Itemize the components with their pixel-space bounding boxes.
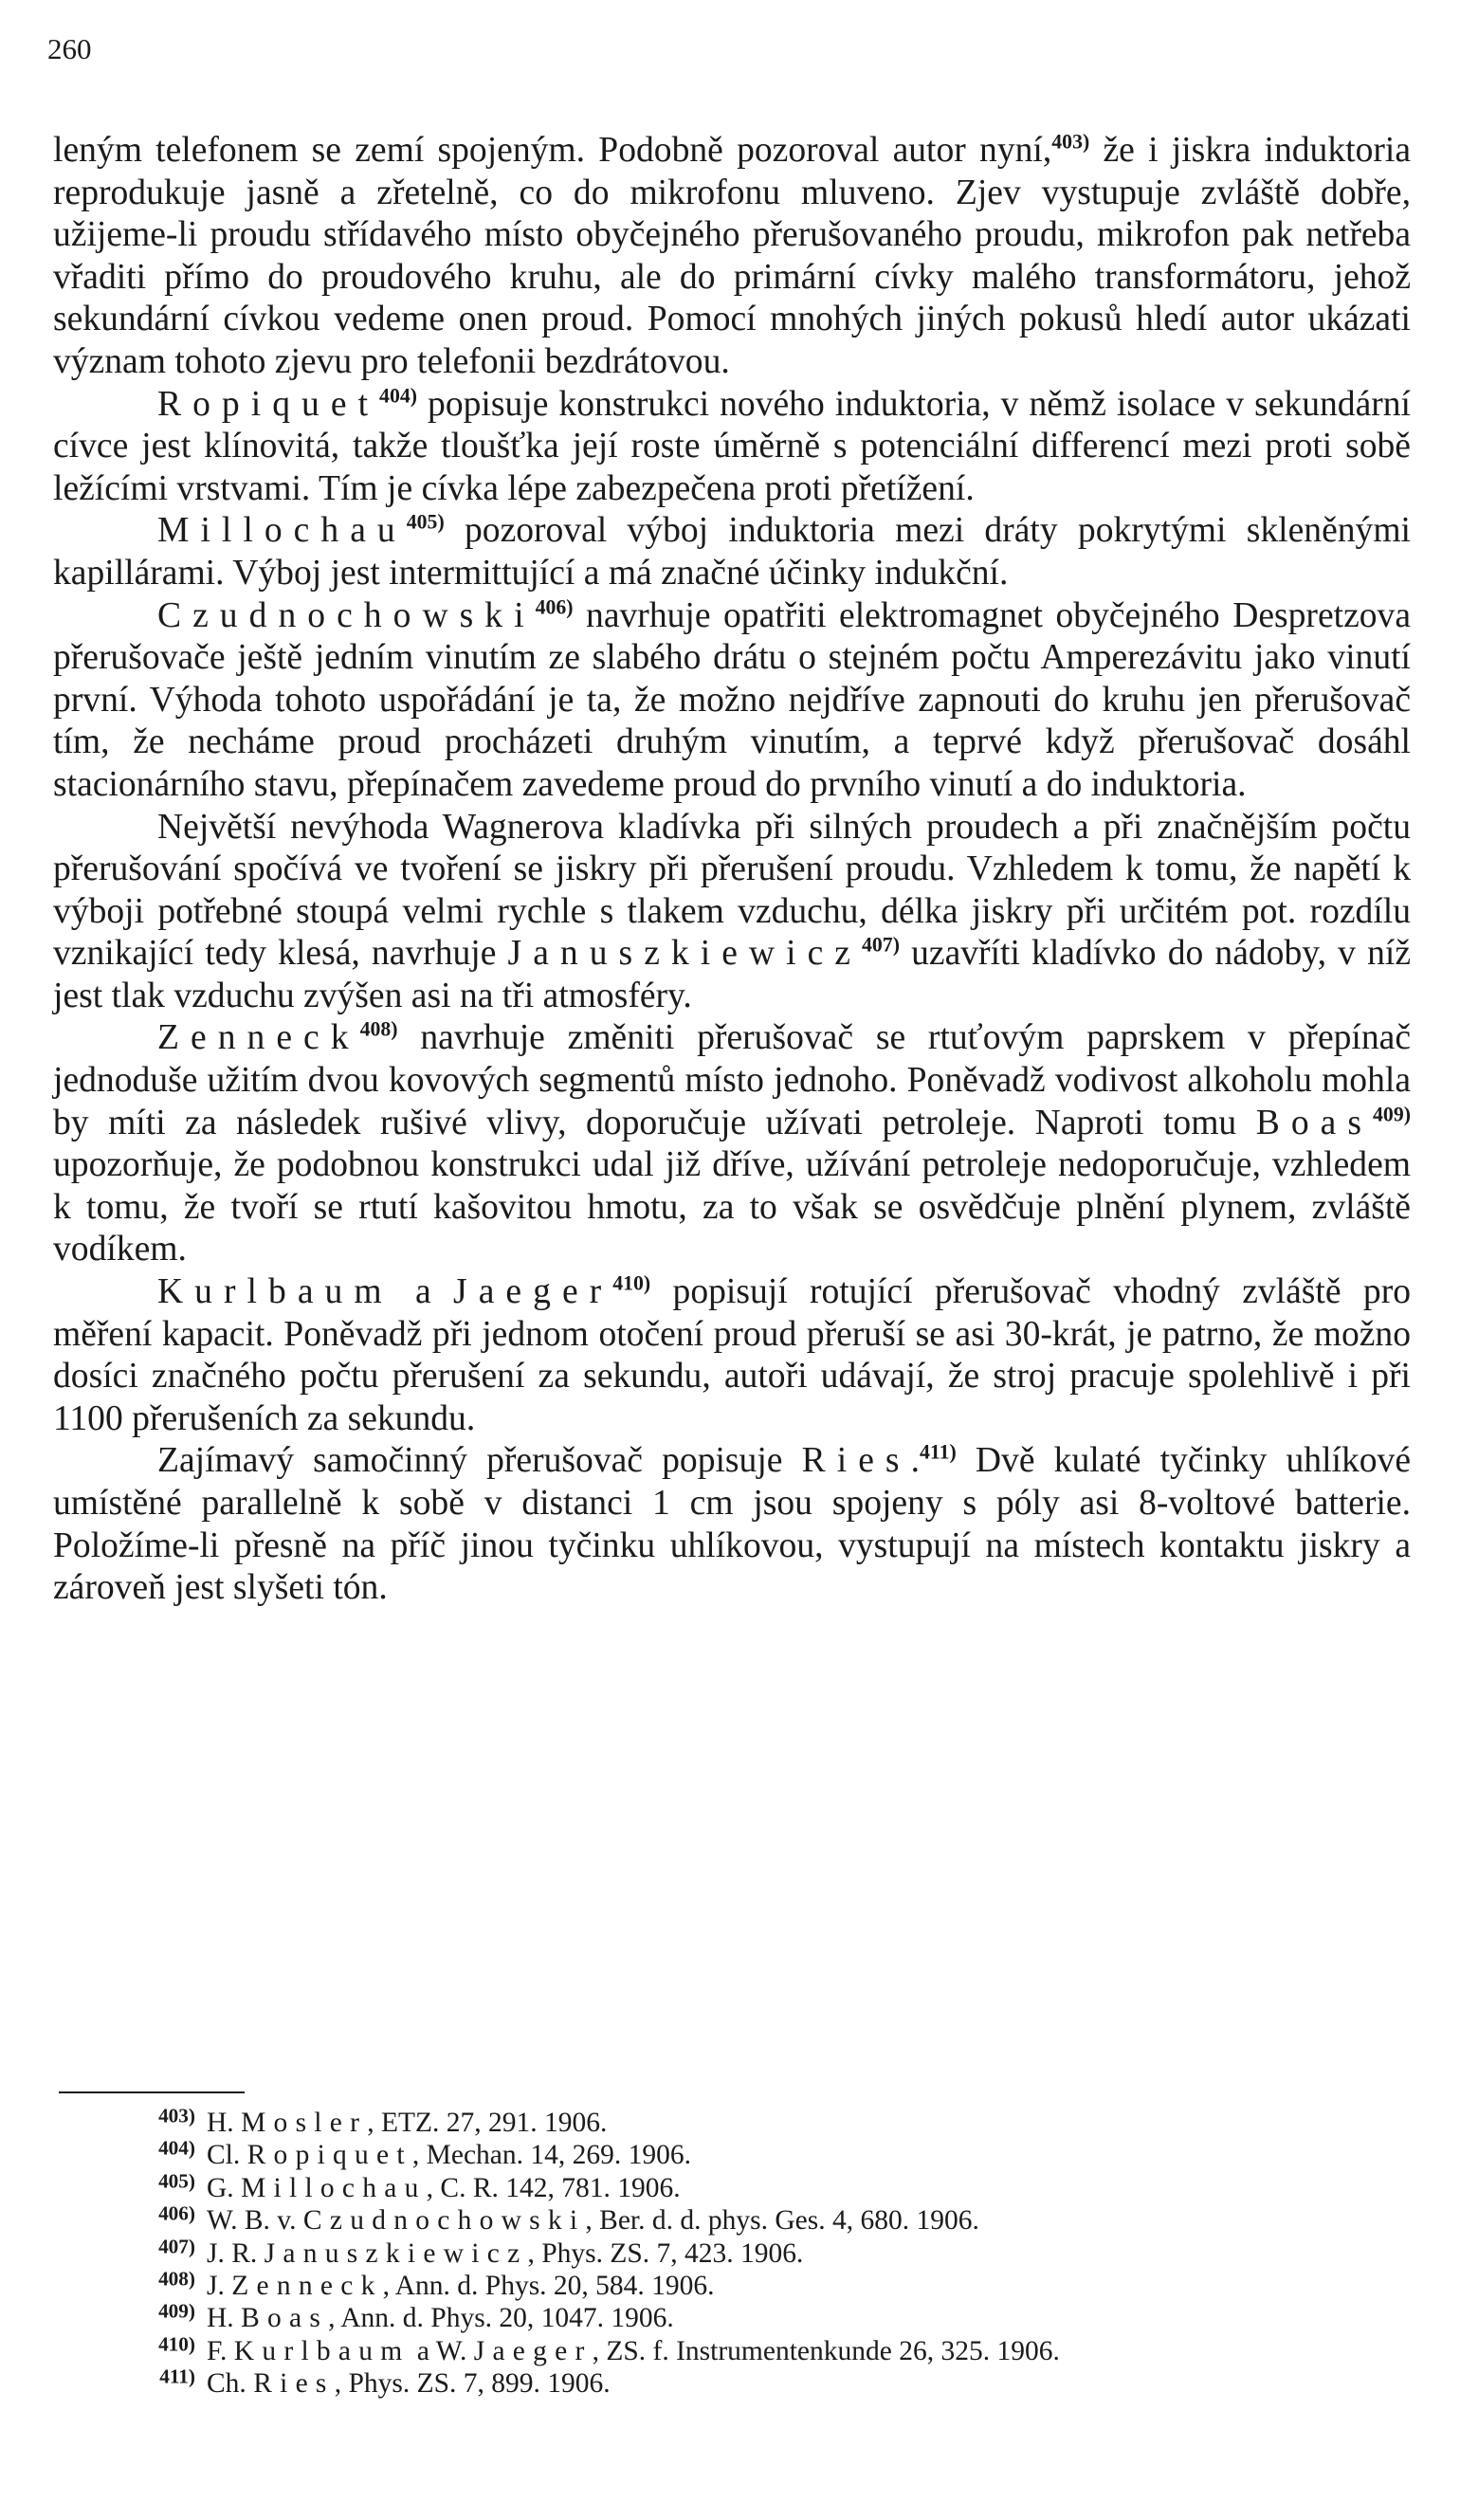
footnote-ref: 407) xyxy=(862,933,900,957)
text-run: Cl. xyxy=(207,2140,247,2171)
footnote-ref: 409) xyxy=(1373,1103,1411,1126)
footnote-number-wrap xyxy=(133,2332,195,2367)
footnote-item xyxy=(133,2267,1422,2302)
footnote-ref: 405) xyxy=(406,510,445,534)
footnote-item xyxy=(133,2201,1422,2237)
footnote-item xyxy=(133,2332,1422,2367)
text-run: popisují rotující přerušovač vhodný zvláště pro měření kapacit. Poněvadž při jednom otočení proud přeruší se asi 30-krát, je patrno, že možno dosíci značného počtu přerušení za sekundu, autoři udávají, že stroj pracuje spolehlivě i při 1100 přerušeních za sekundu. xyxy=(53,1272,1411,1438)
paragraph xyxy=(53,1271,1411,1440)
text-run: navrhuje opatřiti elektromagnet obyčejného Despretzova přerušovače ještě jedním vinutím ze slabého drátu o stejném počtu Amperezávitu jako vinutí první. Výhoda tohoto uspořádání je ta, že možno nejdříve zapnouti do kruhu jen přerušovač tím, že necháme proud procházeti druhým vinutím, a teprvé když přerušovač dosáhl stacionárního stavu, přepínačem zavedeme proud do prvního vinutí a do induktoria. xyxy=(53,595,1411,804)
footnote-number: 409) xyxy=(158,2299,195,2323)
spaced-name: Zenneck xyxy=(157,1018,360,1058)
text-run: H. xyxy=(207,2303,242,2334)
spaced-name: Mosler xyxy=(241,2108,368,2138)
spaced-name: Boas xyxy=(241,2303,329,2334)
footnote-number: 406) xyxy=(158,2201,195,2225)
footnote-number: 407) xyxy=(158,2235,195,2258)
footnote-divider xyxy=(59,2091,245,2093)
footnote-number: 405) xyxy=(158,2169,195,2193)
footnote-number: 408) xyxy=(158,2267,195,2291)
text-run: Největší nevýhoda Wagnerova kladívka při silných proudech a při značnějším počtu přerušování spočívá ve tvoření se jiskry při přerušení proudu. Vzhledem k tomu, že napětí k výboji potřebné stoupá velmi rychle s tlakem vzduchu, délka jiskry při určitém pot. rozdílu vznikající tedy klesá, navrhuje xyxy=(53,807,1411,974)
spaced-name: Jaeger xyxy=(453,1272,613,1312)
text-run: leným telefonem se zemí spojeným. Podobně pozoroval autor nyní, xyxy=(53,131,1052,170)
spaced-name: Millochau xyxy=(241,2172,427,2203)
text-run: , Ann. d. Phys. 20, 584. 1906. xyxy=(382,2271,715,2302)
footnotes xyxy=(133,2104,1422,2401)
footnote-ref: 406) xyxy=(535,595,574,619)
footnote-ref: 404) xyxy=(379,384,418,408)
text-run: , ZS. f. Instrumentenkunde 26, 325. 1906. xyxy=(592,2335,1060,2366)
spaced-name: Ropiquet xyxy=(246,2140,412,2171)
text-run: , Ann. d. Phys. 20, 1047. 1906. xyxy=(328,2303,674,2334)
text-run: popisuje konstrukci nového induktoria, v němž isolace v sekundární cívce jest klínovitá, takže tloušťka její roste úměrně s potenciální differencí mezi proti sobě ležícími vrstvami. Tím je cívka lépe zabezpečena proti přetížení. xyxy=(53,384,1411,508)
text-run: H. xyxy=(207,2108,242,2138)
spaced-name: Millochau xyxy=(157,511,407,551)
footnote-ref: 403) xyxy=(1051,130,1090,154)
footnote-number: 410) xyxy=(158,2332,195,2356)
footnote-number: 403) xyxy=(158,2104,195,2127)
footnote-number-wrap xyxy=(133,2169,195,2204)
text-run: F. xyxy=(207,2335,234,2366)
text-run: uzavříti kladívko do nádoby, v níž jest tlak vzduchu zvýšen asi na tři atmosféry. xyxy=(53,934,1411,1015)
text-run: a W. xyxy=(410,2335,474,2366)
footnote-item xyxy=(133,2136,1422,2171)
spaced-name: Januszkiewicz xyxy=(507,934,862,974)
text-run: G. xyxy=(207,2172,242,2203)
text-run: , ETZ. 27, 291. 1906. xyxy=(367,2108,608,2138)
text-run: , Phys. ZS. 7, 423. 1906. xyxy=(527,2237,804,2269)
text-run: pozoroval výboj induktoria mezi dráty pokrytými skleněnými kapillárami. Výboj jest intermittující a má značné účinky indukční. xyxy=(53,511,1411,593)
footnote-item xyxy=(133,2367,1422,2400)
footnote-item xyxy=(133,2299,1422,2334)
footnote-number-wrap xyxy=(133,2104,195,2139)
text-run: , Phys. ZS. 7, 899. 1906. xyxy=(334,2368,611,2400)
text-run: . xyxy=(910,1441,920,1481)
paragraph xyxy=(53,1017,1411,1271)
paragraph xyxy=(53,130,1411,384)
text-run: Dvě kulaté tyčinky uhlíkové umístěné parallelně k sobě v distanci 1 cm jsou spojeny s póly asi 8-voltové batterie. Položíme-li přesně na příč jinou tyčinku uhlíkovou, vystupují na místech kontaktu jiskry a zároveň jest slyšeti tón. xyxy=(53,1441,1411,1608)
paragraph xyxy=(53,807,1411,1018)
text-run: , Ber. d. d. phys. Ges. 4, 680. 1906. xyxy=(585,2205,979,2237)
text-run: Ch. xyxy=(207,2368,254,2400)
footnote-ref: 410) xyxy=(612,1271,651,1295)
text-run: J. R. xyxy=(207,2237,265,2269)
spaced-name: Zenneck xyxy=(231,2271,383,2302)
footnote-number-wrap xyxy=(133,2201,195,2237)
paragraph xyxy=(53,384,1411,511)
paragraph xyxy=(53,510,1411,594)
spaced-name: Januszkiewicz xyxy=(264,2237,528,2269)
text-run: J. xyxy=(207,2271,232,2302)
footnote-number: 404) xyxy=(158,2136,195,2160)
spaced-name: Ries xyxy=(801,1441,911,1481)
footnote-number-wrap xyxy=(133,2267,195,2302)
footnote-ref: 411) xyxy=(919,1440,957,1464)
paragraph xyxy=(53,595,1411,807)
footnote-item xyxy=(133,2237,1422,2270)
spaced-name: Czudnochowski xyxy=(302,2205,586,2237)
spaced-name: Jaeger xyxy=(473,2335,593,2366)
spaced-name: Ropiquet xyxy=(157,384,380,424)
footnote-number: 411) xyxy=(159,2365,195,2388)
footnote-item xyxy=(133,2104,1422,2139)
text-run: upozorňuje, že podobnou konstrukci udal již dříve, užívání petroleje nedoporučuje, vzhledem k tomu, že tvoří se rtutí kašovitou hmotu, za to však se osvědčuje plnění plynem, zvláště vodíkem. xyxy=(53,1145,1411,1269)
text-run: , Mechan. 14, 269. 1906. xyxy=(411,2140,692,2171)
body-text xyxy=(53,130,1411,1610)
paragraph xyxy=(53,1440,1411,1609)
footnote-ref: 408) xyxy=(359,1017,398,1041)
page-number: 260 xyxy=(47,32,92,65)
text-run: a xyxy=(392,1272,454,1312)
spaced-name: Kurlbaum xyxy=(233,2335,411,2366)
text-run: že i jiskra induktoria reprodukuje jasně a zřetelně, co do mikrofonu mluveno. Zjev vystupuje zvláště dobře, užijeme-li proudu střídavého místo obyčejného přerušovaného proudu, mikrofon pak netřeba vřaditi přímo do proudového kruhu, ale do primární cívky malého transformátoru, jehož sekundární cívkou vedeme onen proud. Pomocí mnohých jiných pokusů hledí autor ukázati význam tohoto zjevu pro telefonii bezdrátovou. xyxy=(53,131,1411,381)
spaced-name: Boas xyxy=(1255,1103,1374,1142)
footnote-number-wrap xyxy=(133,2136,195,2171)
footnote-number-wrap xyxy=(133,2367,195,2400)
footnote-number-wrap xyxy=(133,2237,195,2270)
spaced-name: Czudnochowski xyxy=(157,595,536,635)
spaced-name: Kurlbaum xyxy=(157,1272,393,1312)
spaced-name: Ries xyxy=(253,2368,335,2400)
text-run: Zajímavý samočinný přerušovač popisuje xyxy=(157,1441,802,1481)
footnote-item xyxy=(133,2169,1422,2204)
text-run: , C. R. 142, 781. 1906. xyxy=(426,2172,681,2203)
text-run: navrhuje změniti přerušovač se rtuťovým paprskem v přepínač jednoduše užitím dvou kovových segmentů místo jednoho. Poněvadž vodivost alkoholu mohla by míti za následek rušivé vlivy, doporučuje užívati petroleje. Naproti tomu xyxy=(53,1018,1411,1142)
footnote-number-wrap xyxy=(133,2299,195,2334)
text-run: W. B. v. xyxy=(207,2205,303,2237)
